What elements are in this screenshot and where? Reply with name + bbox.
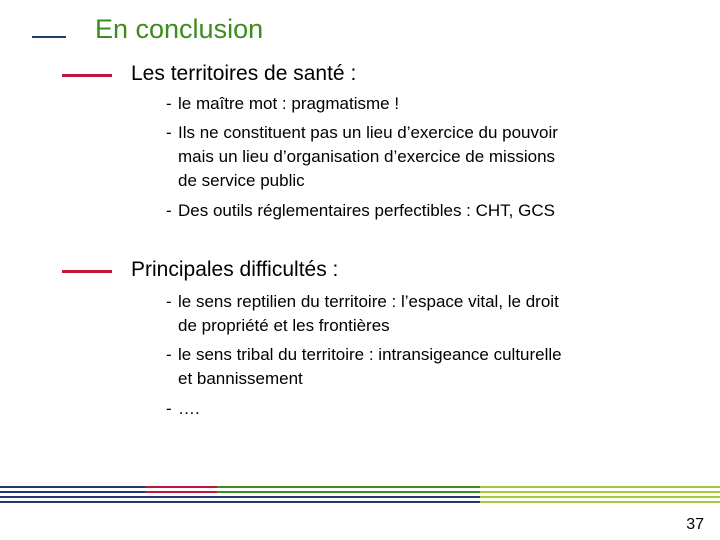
section-1-item-2-cont-2: de service public [178, 171, 305, 190]
section-2-item-2 [166, 343, 562, 367]
item-text: Des outils réglementaires perfectibles : CHT, GCS [178, 201, 555, 220]
section-2-heading: Principales difficultés : [131, 258, 339, 281]
bullet-dash: - [166, 292, 172, 311]
section-2-item-1 [166, 290, 559, 314]
bullet-dash: - [166, 94, 172, 113]
bullet-dash: - [166, 201, 172, 220]
stripe-green [217, 486, 480, 503]
item-text: …. [178, 399, 200, 418]
section-2-item-3 [166, 397, 200, 421]
bullet-dash: - [166, 345, 172, 364]
section-1-item-3 [166, 199, 555, 223]
section-2-rule [62, 270, 112, 273]
stripe-lime [480, 486, 720, 503]
section-1-heading: Les territoires de santé : [131, 62, 357, 85]
section-1-item-1 [166, 92, 399, 116]
section-1-item-2 [166, 121, 558, 145]
section-1-item-2-cont-1: mais un lieu d’organisation d’exercice de missions [178, 147, 556, 166]
item-text: le sens tribal du territoire : intransigeance culturelle [178, 345, 562, 364]
slide-title: En conclusion [95, 14, 264, 44]
stripe-crimson [145, 486, 217, 503]
page-number: 37 [686, 516, 704, 533]
bullet-dash: - [166, 399, 172, 418]
item-text: le maître mot : pragmatisme ! [178, 94, 400, 113]
section-2-item-2-cont: et bannissement [178, 369, 303, 388]
section-1-rule [62, 74, 112, 77]
footer-stripes [0, 486, 720, 503]
section-2-item-1-cont: de propriété et les frontières [178, 316, 390, 335]
title-rule [32, 36, 66, 38]
item-text: Ils ne constituent pas un lieu d’exercice du pouvoir [178, 123, 558, 142]
bullet-dash: - [166, 123, 172, 142]
stripe-navy [0, 486, 145, 503]
item-text: le sens reptilien du territoire : l’espace vital, le droit [178, 292, 559, 311]
